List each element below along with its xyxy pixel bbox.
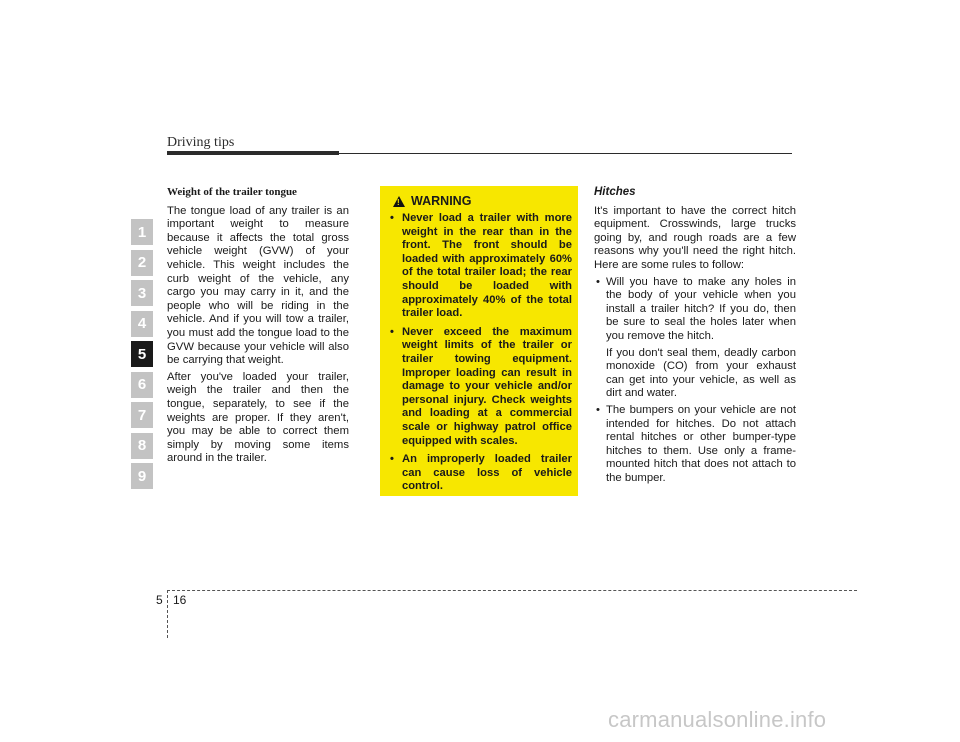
list-item [594,276,796,344]
chapter-tab-3[interactable]: 3 [131,280,153,306]
warning-item [390,326,572,448]
chapter-tab-5[interactable]: 5 [131,341,153,367]
chapter-tab-4[interactable]: 4 [131,311,153,337]
warning-title: WARNING [411,194,472,208]
warning-header [390,194,572,208]
chapter-tab-6[interactable]: 6 [131,372,153,398]
chapter-tab-1[interactable]: 1 [131,219,153,245]
bullet: • [390,212,394,224]
right-column [594,186,796,488]
bullet: • [390,325,394,338]
list-item [594,404,796,486]
left-column [167,186,349,469]
chapter-tab-9[interactable]: 9 [131,463,153,489]
footer-vertical-rule [167,590,168,638]
header-rule-thin [339,153,792,154]
paragraph: After you've loaded your trailer, weigh the trailer and then the tongue, separately, to see if the weights are proper. If they aren't, you may be able to correct them simply by moving some items around in the trailer. [167,370,349,465]
watermark: carmanualsonline.info [608,707,827,732]
section-heading-hitches: Hitches [594,186,636,198]
warning-triangle-icon [393,196,405,207]
warning-item-text: An improperly loaded trailer can cause loss of vehicle control. [402,453,572,493]
paragraph: The tongue load of any trailer is an important weight to measure because it affects the total gross vehicle weight (GVW) of your vehicle. This weight includes the curb weight of the vehicle, any cargo you may carry in it, and the people who will be riding in the vehicle. And if you will tow a trailer, you must add the tongue load to the GVW because your vehicle will also be carrying that weight. [167,204,349,367]
chapter-tab-8[interactable]: 8 [131,433,153,459]
section-heading-tongue-weight: Weight of the trailer tongue [167,186,297,198]
paragraph: It's important to have the correct hitch equipment. Crosswinds, large trucks going by, and rough roads are a few reasons why you'll need the right hitch. Here are some rules to follow: [594,204,796,271]
list-item-text: The bumpers on your vehicle are not intended for hitches. Do not attach rental hitches or other bumper-type hitches to them. Use only a frame-mounted hitch that does not attach to the bumper. [606,403,796,484]
warning-item [390,212,572,321]
footer-chapter-number: 5 [156,593,163,607]
warning-item-text: Never load a trailer with more weight in the rear than in the front. The front should be loaded with approximately 60% of the total trailer load; the rear should be loaded with approximately 40% of the total trailer load. [402,212,572,320]
list-subparagraph: If you don't seal them, deadly carbon monoxide (CO) from your exhaust can get into your vehicle, as well as dirt and water. [606,346,796,400]
header-title: Driving tips [167,135,235,150]
warning-item [390,453,572,494]
chapter-tab-7[interactable]: 7 [131,402,153,428]
header-rule-thick [167,151,339,155]
list-item-text: Will you have to make any holes in the body of your vehicle when you install a trailer hitch? If you do, then be sure to seal the holes later when you remove the hitch. [606,275,796,342]
chapter-tabs [131,219,153,494]
bullet: • [596,275,600,288]
bullet: • [390,453,394,466]
warning-box [380,186,578,496]
footer-rule [167,590,857,591]
warning-item-text: Never exceed the maximum weight limits of the trailer or trailer towing equipment. Improper loading can result in damage to your vehicle and/or personal injury. Check weights and loading at a commercial scale or highway patrol office equipped with scales. [402,325,572,447]
footer-page-number: 16 [173,593,187,607]
chapter-tab-2[interactable]: 2 [131,250,153,276]
bullet: • [596,403,600,416]
